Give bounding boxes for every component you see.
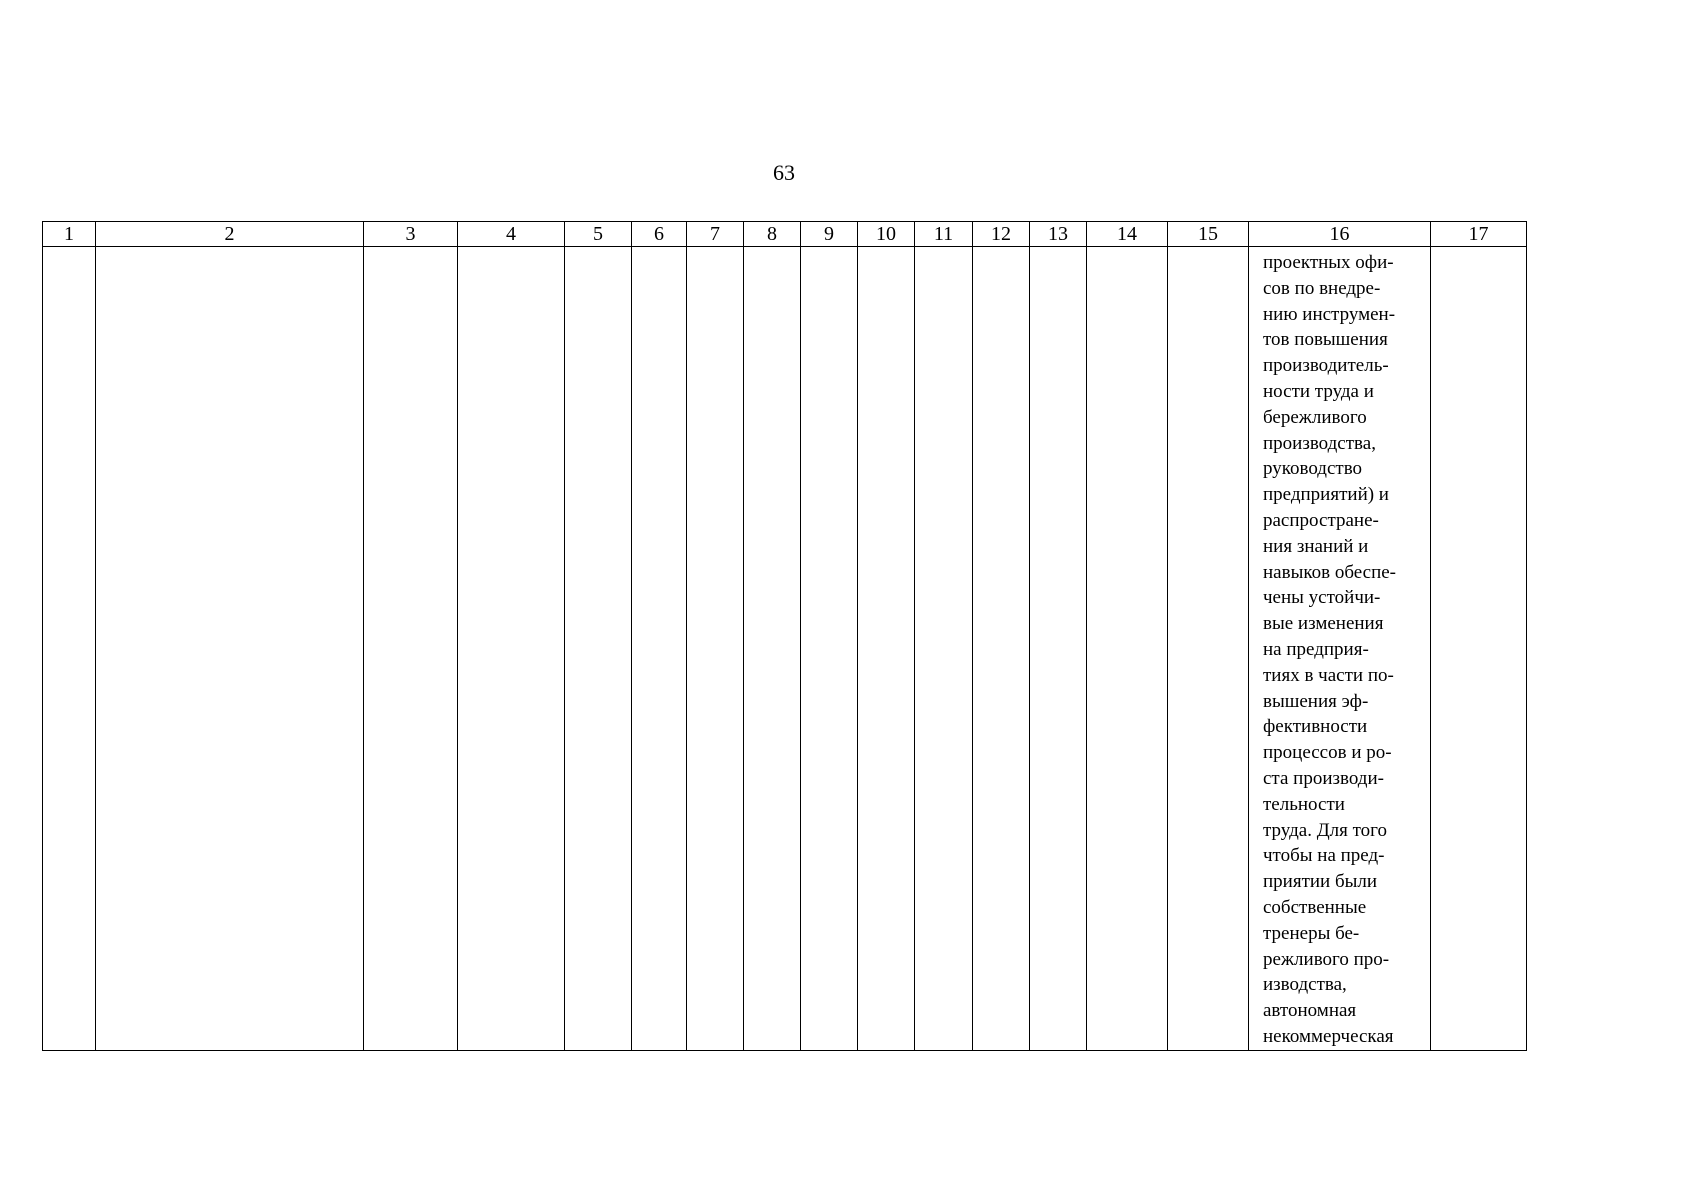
column-number-header: 10 bbox=[858, 222, 915, 247]
table-cell bbox=[565, 247, 632, 1051]
table-cell-col16 bbox=[1249, 247, 1431, 1051]
table-cell bbox=[687, 247, 744, 1051]
column-number-header: 15 bbox=[1168, 222, 1249, 247]
table-cell bbox=[364, 247, 458, 1051]
column-number-header: 2 bbox=[96, 222, 364, 247]
column-number-header: 8 bbox=[744, 222, 801, 247]
column-number-header: 3 bbox=[364, 222, 458, 247]
column-number-header: 12 bbox=[973, 222, 1030, 247]
table-cell bbox=[458, 247, 565, 1051]
table-cell bbox=[858, 247, 915, 1051]
table-cell bbox=[632, 247, 687, 1051]
cell-text-col16: проектных офи- сов по внедре- нию инструмен- тов повышения производитель- ности труда и бережливого производства, руководство предприятий) и распростране- ния знаний и навыков обеспе- чены устойчи- вые изменения на предприя- тиях в части по- вышения эф- фективности процессов и ро- ста производи- тельности труда. Для того чтобы на пред- приятии были собственные тренеры бе- режливого про- изводства, автономная некоммерческая bbox=[1263, 252, 1397, 1047]
table-cell bbox=[1030, 247, 1087, 1051]
column-number-header: 5 bbox=[565, 222, 632, 247]
table-cell bbox=[915, 247, 973, 1051]
table-cell bbox=[1431, 247, 1527, 1051]
table-cell bbox=[801, 247, 858, 1051]
column-number-header: 16 bbox=[1249, 222, 1431, 247]
column-number-header: 13 bbox=[1030, 222, 1087, 247]
column-number-header: 1 bbox=[43, 222, 96, 247]
column-number-header: 6 bbox=[632, 222, 687, 247]
column-number-header: 4 bbox=[458, 222, 565, 247]
column-number-header: 17 bbox=[1431, 222, 1527, 247]
column-number-header: 14 bbox=[1087, 222, 1168, 247]
table-cell bbox=[96, 247, 364, 1051]
table-row bbox=[43, 247, 1527, 1051]
table-cell bbox=[1168, 247, 1249, 1051]
column-number-header: 7 bbox=[687, 222, 744, 247]
page-number: 63 bbox=[773, 160, 795, 185]
table-cell bbox=[744, 247, 801, 1051]
document-table bbox=[42, 221, 1527, 1051]
table-cell bbox=[43, 247, 96, 1051]
column-number-header: 9 bbox=[801, 222, 858, 247]
table-cell bbox=[1087, 247, 1168, 1051]
table-header-row bbox=[43, 222, 1527, 247]
table-cell bbox=[973, 247, 1030, 1051]
column-number-header: 11 bbox=[915, 222, 973, 247]
